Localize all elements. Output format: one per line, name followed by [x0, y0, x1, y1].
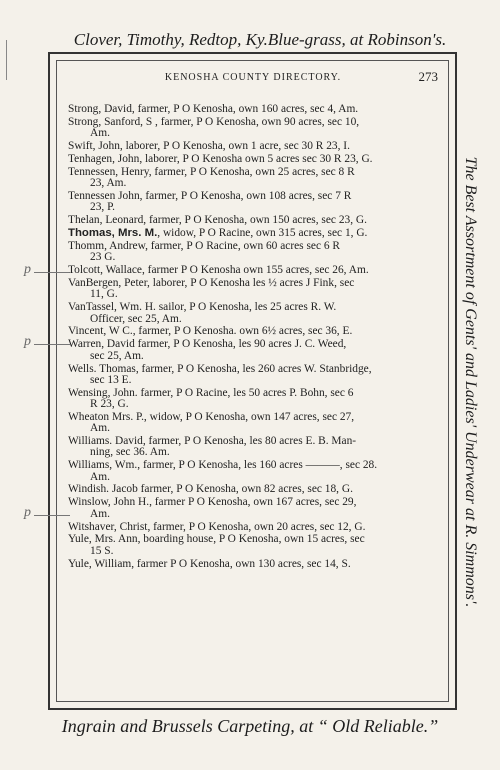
entry-text: , widow, P O Racine, own 315 acres, sec 1, G. — [157, 227, 368, 240]
margin-pointer-line — [34, 344, 70, 345]
directory-entry — [68, 191, 448, 214]
directory-entry — [68, 241, 448, 264]
directory-entry — [68, 326, 448, 337]
directory-entry — [68, 497, 448, 520]
directory-entry — [68, 534, 448, 557]
directory-title: KENOSHA COUNTY DIRECTORY. — [164, 72, 342, 83]
directory-entries — [68, 104, 448, 572]
entry-line — [68, 435, 356, 447]
directory-entry — [68, 436, 448, 459]
directory-entry — [68, 278, 448, 301]
entry-text: Warren, David farmer, P O Kenosha, les 90 acres J. C. Weed, — [68, 338, 347, 351]
directory-entry — [68, 167, 448, 190]
entry-line — [68, 190, 351, 202]
directory-entry — [68, 154, 448, 165]
entry-continuation: 23 G. — [90, 251, 116, 264]
entry-line — [68, 338, 346, 350]
directory-entry — [68, 364, 448, 387]
directory-entry — [68, 388, 448, 411]
entry-continuation: R 23, G. — [90, 398, 129, 411]
entry-text: Tolcott, Wallace, farmer P O Kenosha own 155 acres, sec 26, Am. — [68, 264, 369, 277]
directory-entry — [68, 559, 448, 570]
entry-continuation: Am. — [90, 127, 110, 140]
entry-text: Wheaton Mrs. P., widow, P O Kenosha, own 147 acres, sec 27, — [68, 410, 355, 423]
entry-line — [68, 521, 365, 533]
entry-text: Winslow, John H., farmer P O Kenosha, own 167 acres, sec 29, — [68, 496, 357, 509]
entry-line — [68, 264, 369, 276]
entry-text: Wells. Thomas, farmer, P O Kenosha, les 260 acres W. Stanbridge, — [68, 362, 372, 375]
directory-entry — [68, 302, 448, 325]
directory-entry — [68, 484, 448, 495]
directory-entry — [68, 412, 448, 435]
directory-entry — [68, 339, 448, 362]
entry-continuation: 23, P. — [90, 201, 116, 214]
entry-line — [68, 459, 377, 471]
directory-entry — [68, 265, 448, 276]
entry-text: Windish. Jacob farmer, P O Kenosha, own 82 acres, sec 18, G. — [68, 483, 353, 496]
bottom-advertisement: Ingrain and Brussels Carpeting, at “ Old Reliable.” — [61, 716, 439, 736]
side-advertisement: The Best Assortment of Gents' and Ladies' Underwear at R. Simmons'. — [462, 156, 479, 608]
entry-line — [68, 301, 336, 313]
entry-text: Thelan, Leonard, farmer, P O Kenosha, own 150 acres, sec 23, G. — [68, 214, 367, 227]
top-advertisement: Clover, Timothy, Redtop, Ky.Blue-grass, at Robinson's. — [73, 30, 447, 49]
entry-line — [68, 166, 355, 178]
entry-line — [68, 325, 352, 337]
entry-line — [68, 411, 354, 423]
entry-line — [68, 240, 340, 252]
entry-line — [68, 214, 367, 226]
entry-line — [68, 153, 373, 165]
entry-continuation: Am. — [90, 470, 110, 483]
entry-continuation: 11, G. — [90, 288, 118, 301]
entry-text: Strong, David, farmer, P O Kenosha, own 160 acres, sec 4, Am. — [68, 103, 359, 115]
entry-text: Yule, Mrs. Ann, boarding house, P O Kenosha, own 15 acres, sec — [68, 533, 365, 546]
page-number: 273 — [418, 69, 438, 84]
entry-text: Thomm, Andrew, farmer, P O Racine, own 60 acres sec 6 R — [68, 240, 340, 253]
entry-text: Yule, William, farmer P O Kenosha, own 130 acres, sec 14, S. — [68, 557, 351, 570]
entry-line — [68, 496, 356, 508]
directory-entry — [68, 460, 448, 483]
entry-continuation: Am. — [90, 507, 110, 520]
entry-line — [68, 387, 353, 399]
entry-continuation: Officer, sec 25, Am. — [90, 312, 182, 325]
entry-text: Vincent, W C., farmer, P O Kenosha. own 6½ acres, sec 36, E. — [68, 325, 353, 338]
entry-continuation: sec 25, Am. — [90, 349, 144, 362]
page-header — [62, 69, 444, 88]
entry-line — [68, 277, 354, 289]
entry-line — [68, 227, 367, 239]
margin-annotation: p — [24, 505, 31, 520]
margin-pointer-line — [34, 515, 70, 516]
entry-text: VanTassel, Wm. H. sailor, P O Kenosha, les 25 acres R. W. — [68, 301, 337, 314]
directory-entry — [68, 228, 448, 239]
margin-annotation: p — [24, 334, 31, 349]
entry-line — [68, 140, 350, 152]
entry-text: Strong, Sanford, S , farmer, P O Kenosha, own 90 acres, sec 10, — [68, 115, 360, 128]
directory-entry — [68, 215, 448, 226]
entry-text: Williams, Wm., farmer, P O Kenosha, les 160 acres ———, sec 28. — [68, 459, 378, 472]
entry-name-bold: Thomas, Mrs. M. — [68, 227, 158, 240]
directory-entry — [68, 141, 448, 152]
margin-pointer-line — [34, 272, 70, 273]
entry-text: VanBergen, Peter, laborer, P O Kenosha les ½ acres J Fink, sec — [68, 277, 355, 290]
entry-text: Tennessen John, farmer, P O Kenosha, own 108 acres, sec 7 R — [68, 190, 352, 203]
entry-continuation: Am. — [90, 422, 110, 435]
entry-text: Swift, John, laborer, P O Kenosha, own 1 acre, sec 30 R 23, I. — [68, 140, 350, 153]
directory-entry — [68, 117, 448, 140]
entry-continuation: ning, sec 36. Am. — [90, 446, 170, 459]
entry-line — [68, 103, 358, 115]
entry-text: Tenhagen, John, laborer, P O Kenosha own 5 acres sec 30 R 23, G. — [68, 152, 373, 165]
entry-line — [68, 533, 365, 545]
entry-continuation: 15 S. — [90, 544, 114, 557]
page-edge-line — [6, 40, 7, 80]
entry-line — [68, 483, 353, 495]
entry-text: Tennessen, Henry, farmer, P O Kenosha, own 25 acres, sec 8 R — [68, 165, 355, 178]
entry-line — [68, 116, 359, 128]
entry-line — [68, 363, 372, 375]
margin-annotation: p — [24, 262, 31, 277]
directory-entry — [68, 104, 448, 115]
entry-text: Wensing, John. farmer, P O Racine, les 50 acres P. Bohn, sec 6 — [68, 386, 354, 399]
entry-line — [68, 558, 351, 570]
directory-entry — [68, 522, 448, 533]
entry-text: Witshaver, Christ, farmer, P O Kenosha, own 20 acres, sec 12, G. — [68, 520, 366, 533]
entry-text: Williams. David, farmer, P O Kenosha, les 80 acres E. B. Man- — [68, 435, 357, 448]
entry-continuation: sec 13 E. — [90, 373, 132, 386]
entry-continuation: 23, Am. — [90, 177, 127, 190]
